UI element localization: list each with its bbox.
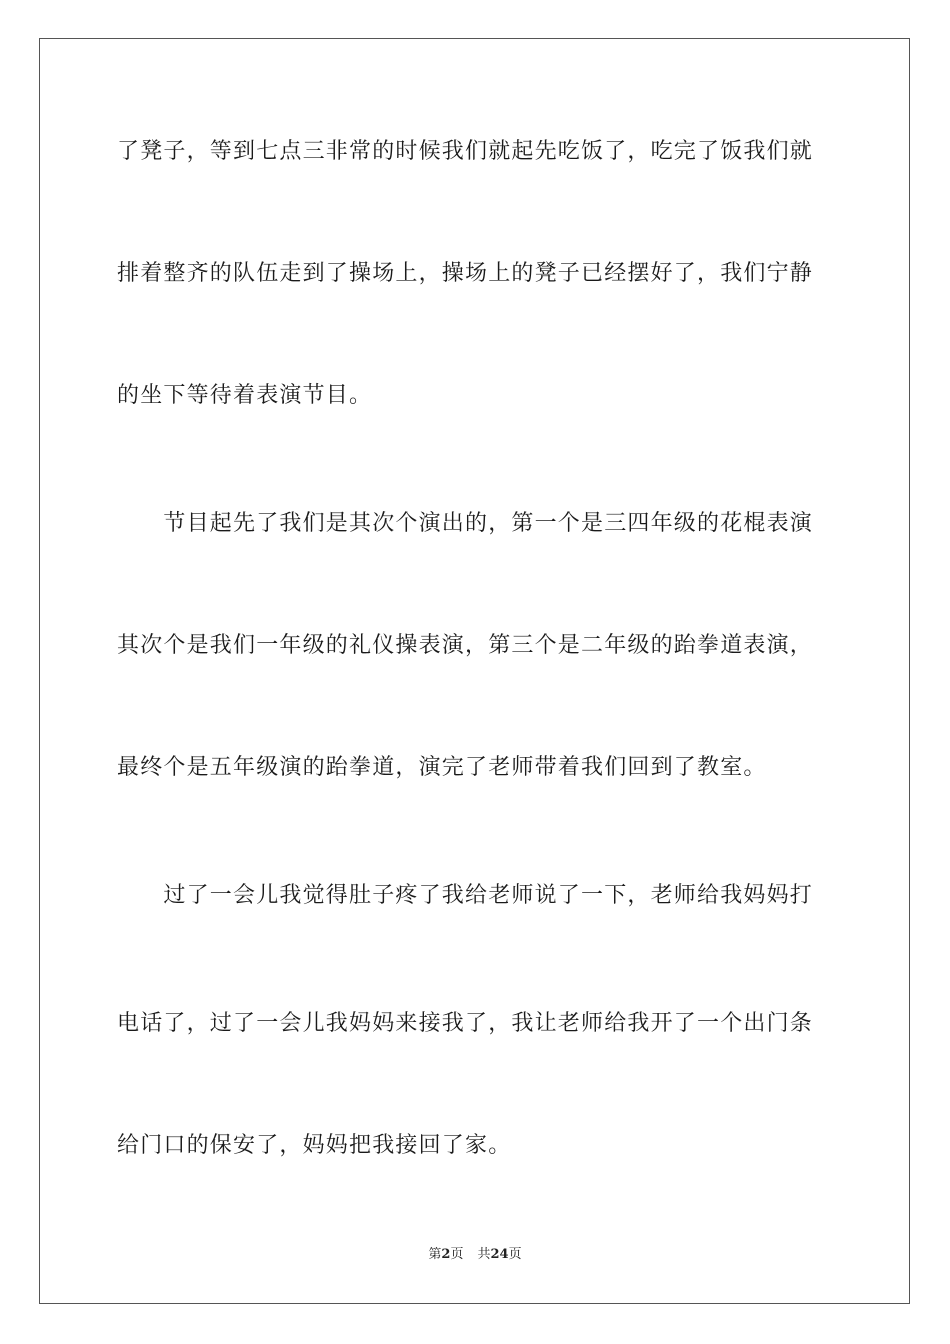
body-line-1: 了凳子，等到七点三非常的时候我们就起先吃饭了，吃完了饭我们就	[117, 139, 814, 164]
body-line-5: 其次个是我们一年级的礼仪操表演，第三个是二年级的跆拳道表演，	[117, 633, 814, 658]
body-line-7: 过了一会儿我觉得肚子疼了我给老师说了一下，老师给我妈妈打	[117, 883, 814, 908]
body-line-9: 给门口的保安了，妈妈把我接回了家。	[117, 1133, 512, 1158]
footer-total-suffix: 页	[508, 1247, 522, 1262]
body-line-8: 电话了，过了一会儿我妈妈来接我了，我让老师给我开了一个出门条	[117, 1011, 814, 1036]
body-line-3: 的坐下等待着表演节目。	[117, 383, 373, 408]
body-line-4: 节目起先了我们是其次个演出的，第一个是三四年级的花棍表演	[117, 511, 814, 536]
footer-page-prefix: 第	[428, 1247, 442, 1262]
body-line-2: 排着整齐的队伍走到了操场上，操场上的凳子已经摆好了，我们宁静	[117, 261, 814, 286]
footer-page-suffix: 页	[450, 1247, 464, 1262]
footer-page-number: 2	[441, 1247, 451, 1262]
body-line-6: 最终个是五年级演的跆拳道，演完了老师带着我们回到了教室。	[117, 755, 767, 780]
footer-total-prefix: 共	[477, 1247, 491, 1262]
page-footer	[0, 1246, 950, 1264]
footer-total-pages: 24	[490, 1247, 509, 1262]
page-frame	[39, 38, 910, 1304]
